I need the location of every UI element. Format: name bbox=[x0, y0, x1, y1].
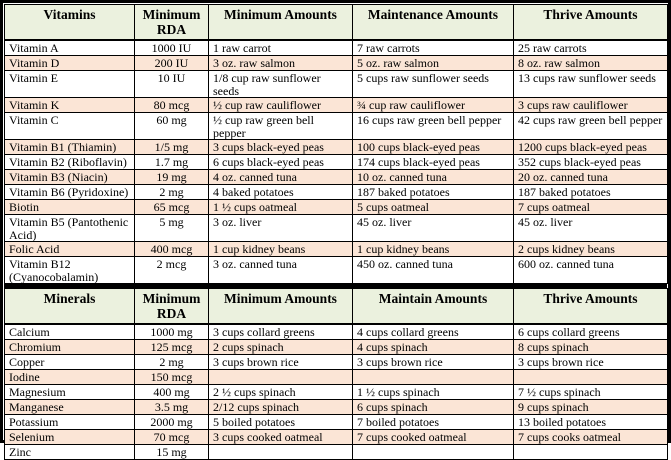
rda-cell: 10 IU bbox=[135, 71, 209, 98]
name-cell: Vitamin B3 (Niacin) bbox=[5, 170, 135, 185]
minerals-row-magnesium bbox=[5, 385, 668, 400]
thrive-amount-cell: 13 cups raw sunflower seeds bbox=[514, 71, 668, 98]
vitamins-row-vitamin-d bbox=[5, 56, 668, 71]
name-cell: Magnesium bbox=[5, 385, 135, 400]
rda-cell: 400 mg bbox=[135, 385, 209, 400]
thrive-amount-cell: 45 oz. liver bbox=[514, 215, 668, 242]
maintenance-amount-cell: 5 cups oatmeal bbox=[353, 200, 514, 215]
thrive-amount-cell bbox=[514, 370, 668, 385]
minimum-rda-column-header: Minimum RDA bbox=[135, 5, 209, 41]
thrive-amount-cell: 8 oz. raw salmon bbox=[514, 56, 668, 71]
rda-cell: 1000 mg bbox=[135, 324, 209, 340]
thrive-amount-cell: 600 oz. canned tuna bbox=[514, 257, 668, 284]
thrive-amount-cell: 20 oz. canned tuna bbox=[514, 170, 668, 185]
minimum-amount-cell: ½ cup raw cauliflower bbox=[209, 98, 353, 113]
maintenance-amount-cell bbox=[353, 370, 514, 385]
minerals-header-row bbox=[5, 289, 668, 325]
name-cell: Potassium bbox=[5, 415, 135, 430]
thrive-amount-cell: 8 cups spinach bbox=[514, 340, 668, 355]
maintenance-amounts-column-header: Maintenance Amounts bbox=[353, 5, 514, 41]
rda-cell: 5 mg bbox=[135, 215, 209, 242]
vitamins-row-vitamin-b6-pyridoxine bbox=[5, 185, 668, 200]
minerals-row-iodine bbox=[5, 370, 668, 385]
rda-cell: 1.7 mg bbox=[135, 155, 209, 170]
name-cell: Calcium bbox=[5, 324, 135, 340]
rda-cell: 19 mg bbox=[135, 170, 209, 185]
minimum-amount-cell: 2 ½ cups spinach bbox=[209, 385, 353, 400]
vitamins-row-vitamin-b2-riboflavin bbox=[5, 155, 668, 170]
minimum-amount-cell: 3 oz. raw salmon bbox=[209, 56, 353, 71]
name-cell: Vitamin B5 (Pantothenic Acid) bbox=[5, 215, 135, 242]
minimum-amount-cell: 2/12 cups spinach bbox=[209, 400, 353, 415]
rda-cell: 15 mg bbox=[135, 445, 209, 460]
maintenance-amount-cell: 7 boiled potatoes bbox=[353, 415, 514, 430]
minimum-amount-cell: 1 raw carrot bbox=[209, 40, 353, 56]
rda-cell: 1/5 mg bbox=[135, 140, 209, 155]
name-cell: Copper bbox=[5, 355, 135, 370]
minerals-row-calcium bbox=[5, 324, 668, 340]
thrive-amount-cell: 187 baked potatoes bbox=[514, 185, 668, 200]
thrive-amount-cell: 7 cups oatmeal bbox=[514, 200, 668, 215]
vitamins-row-folic-acid bbox=[5, 242, 668, 257]
rda-cell: 70 mcg bbox=[135, 430, 209, 445]
minimum-amount-cell: 1/8 cup raw sunflower seeds bbox=[209, 71, 353, 98]
maintenance-amount-cell: 4 cups collard greens bbox=[353, 324, 514, 340]
minimum-amount-cell: 2 cups spinach bbox=[209, 340, 353, 355]
maintenance-amount-cell bbox=[353, 445, 514, 460]
maintenance-amount-cell: 1 ½ cups spinach bbox=[353, 385, 514, 400]
minerals-row-zinc bbox=[5, 445, 668, 460]
name-cell: Manganese bbox=[5, 400, 135, 415]
minimum-amount-cell: 5 boiled potatoes bbox=[209, 415, 353, 430]
rda-cell: 200 IU bbox=[135, 56, 209, 71]
maintenance-amount-cell: 6 cups spinach bbox=[353, 400, 514, 415]
name-cell: Selenium bbox=[5, 430, 135, 445]
minimum-amount-cell: 3 cups cooked oatmeal bbox=[209, 430, 353, 445]
thrive-amounts-column-header: Thrive Amounts bbox=[514, 289, 668, 325]
minimum-amount-cell: 1 cup kidney beans bbox=[209, 242, 353, 257]
thrive-amount-cell: 25 raw carrots bbox=[514, 40, 668, 56]
thrive-amount-cell: 7 cups cooks oatmeal bbox=[514, 430, 668, 445]
minimum-amount-cell: 4 baked potatoes bbox=[209, 185, 353, 200]
maintenance-amount-cell: 45 oz. liver bbox=[353, 215, 514, 242]
thrive-amount-cell: 1200 cups black-eyed peas bbox=[514, 140, 668, 155]
rda-cell: 2 mcg bbox=[135, 257, 209, 284]
thrive-amount-cell bbox=[514, 445, 668, 460]
name-cell: Vitamin E bbox=[5, 71, 135, 98]
rda-cell: 3.5 mg bbox=[135, 400, 209, 415]
name-cell: Vitamin B6 (Pyridoxine) bbox=[5, 185, 135, 200]
vitamins-row-vitamin-e bbox=[5, 71, 668, 98]
thrive-amount-cell: 7 ½ cups spinach bbox=[514, 385, 668, 400]
vitamins-row-vitamin-b12-cyanocobalamin bbox=[5, 257, 668, 284]
minimum-amount-cell bbox=[209, 445, 353, 460]
name-cell: Vitamin B12 (Cyanocobalamin) bbox=[5, 257, 135, 284]
rda-cell: 60 mg bbox=[135, 113, 209, 140]
name-cell: Biotin bbox=[5, 200, 135, 215]
thrive-amount-cell: 352 cups black-eyed peas bbox=[514, 155, 668, 170]
maintenance-amount-cell: 3 cups brown rice bbox=[353, 355, 514, 370]
minimum-amount-cell: 3 cups brown rice bbox=[209, 355, 353, 370]
vitamins-column-header: Vitamins bbox=[5, 5, 135, 41]
minimum-rda-column-header: Minimum RDA bbox=[135, 289, 209, 325]
thrive-amount-cell: 13 boiled potatoes bbox=[514, 415, 668, 430]
minimum-amount-cell: 1 ½ cups oatmeal bbox=[209, 200, 353, 215]
minimum-amount-cell: 6 cups black-eyed peas bbox=[209, 155, 353, 170]
vitamins-row-vitamin-b1-thiamin bbox=[5, 140, 668, 155]
rda-cell: 2 mg bbox=[135, 185, 209, 200]
vitamins-header-row bbox=[5, 5, 668, 41]
name-cell: Vitamin A bbox=[5, 40, 135, 56]
minerals-row-selenium bbox=[5, 430, 668, 445]
rda-cell: 1000 IU bbox=[135, 40, 209, 56]
maintenance-amount-cell: 187 baked potatoes bbox=[353, 185, 514, 200]
maintenance-amount-cell: 450 oz. canned tuna bbox=[353, 257, 514, 284]
minerals-row-potassium bbox=[5, 415, 668, 430]
vitamins-table bbox=[4, 4, 668, 284]
minimum-amount-cell: 4 oz. canned tuna bbox=[209, 170, 353, 185]
thrive-amount-cell: 6 cups collard greens bbox=[514, 324, 668, 340]
maintenance-amount-cell: 7 raw carrots bbox=[353, 40, 514, 56]
maintenance-amount-cell: 5 oz. raw salmon bbox=[353, 56, 514, 71]
rda-cell: 400 mcg bbox=[135, 242, 209, 257]
maintenance-amount-cell: ¾ cup raw cauliflower bbox=[353, 98, 514, 113]
minimum-amount-cell: 3 oz. canned tuna bbox=[209, 257, 353, 284]
thrive-amount-cell: 3 cups brown rice bbox=[514, 355, 668, 370]
maintenance-amount-cell: 1 cup kidney beans bbox=[353, 242, 514, 257]
minimum-amount-cell bbox=[209, 370, 353, 385]
minimum-amount-cell: 3 cups collard greens bbox=[209, 324, 353, 340]
maintenance-amount-cell: 100 cups black-eyed peas bbox=[353, 140, 514, 155]
name-cell: Iodine bbox=[5, 370, 135, 385]
maintain-amounts-column-header: Maintain Amounts bbox=[353, 289, 514, 325]
thrive-amount-cell: 9 cups spinach bbox=[514, 400, 668, 415]
name-cell: Zinc bbox=[5, 445, 135, 460]
maintenance-amount-cell: 16 cups raw green bell pepper bbox=[353, 113, 514, 140]
rda-cell: 65 mcg bbox=[135, 200, 209, 215]
name-cell: Chromium bbox=[5, 340, 135, 355]
vitamins-row-vitamin-k bbox=[5, 98, 668, 113]
minimum-amount-cell: 3 cups black-eyed peas bbox=[209, 140, 353, 155]
vitamins-row-vitamin-a bbox=[5, 40, 668, 56]
vitamins-row-vitamin-b3-niacin bbox=[5, 170, 668, 185]
minerals-column-header: Minerals bbox=[5, 289, 135, 325]
thrive-amount-cell: 3 cups raw cauliflower bbox=[514, 98, 668, 113]
maintenance-amount-cell: 10 oz. canned tuna bbox=[353, 170, 514, 185]
vitamins-row-vitamin-c bbox=[5, 113, 668, 140]
thrive-amounts-column-header: Thrive Amounts bbox=[514, 5, 668, 41]
minerals-row-manganese bbox=[5, 400, 668, 415]
rda-cell: 80 mcg bbox=[135, 98, 209, 113]
rda-cell: 2000 mg bbox=[135, 415, 209, 430]
maintenance-amount-cell: 7 cups cooked oatmeal bbox=[353, 430, 514, 445]
name-cell: Vitamin B2 (Riboflavin) bbox=[5, 155, 135, 170]
thrive-amount-cell: 42 cups raw green bell pepper bbox=[514, 113, 668, 140]
minimum-amounts-column-header: Minimum Amounts bbox=[209, 289, 353, 325]
name-cell: Vitamin K bbox=[5, 98, 135, 113]
rda-cell: 125 mcg bbox=[135, 340, 209, 355]
thrive-amount-cell: 2 cups kidney beans bbox=[514, 242, 668, 257]
rda-cell: 150 mcg bbox=[135, 370, 209, 385]
name-cell: Vitamin C bbox=[5, 113, 135, 140]
maintenance-amount-cell: 174 cups black-eyed peas bbox=[353, 155, 514, 170]
name-cell: Folic Acid bbox=[5, 242, 135, 257]
minimum-amounts-column-header: Minimum Amounts bbox=[209, 5, 353, 41]
minerals-row-copper bbox=[5, 355, 668, 370]
minimum-amount-cell: ½ cup raw green bell pepper bbox=[209, 113, 353, 140]
rda-cell: 2 mg bbox=[135, 355, 209, 370]
maintenance-amount-cell: 4 cups spinach bbox=[353, 340, 514, 355]
maintenance-amount-cell: 5 cups raw sunflower seeds bbox=[353, 71, 514, 98]
minerals-row-chromium bbox=[5, 340, 668, 355]
minerals-table bbox=[4, 288, 668, 460]
vitamins-row-vitamin-b5-pantothenic-acid bbox=[5, 215, 668, 242]
name-cell: Vitamin B1 (Thiamin) bbox=[5, 140, 135, 155]
vitamins-row-biotin bbox=[5, 200, 668, 215]
name-cell: Vitamin D bbox=[5, 56, 135, 71]
minimum-amount-cell: 3 oz. liver bbox=[209, 215, 353, 242]
